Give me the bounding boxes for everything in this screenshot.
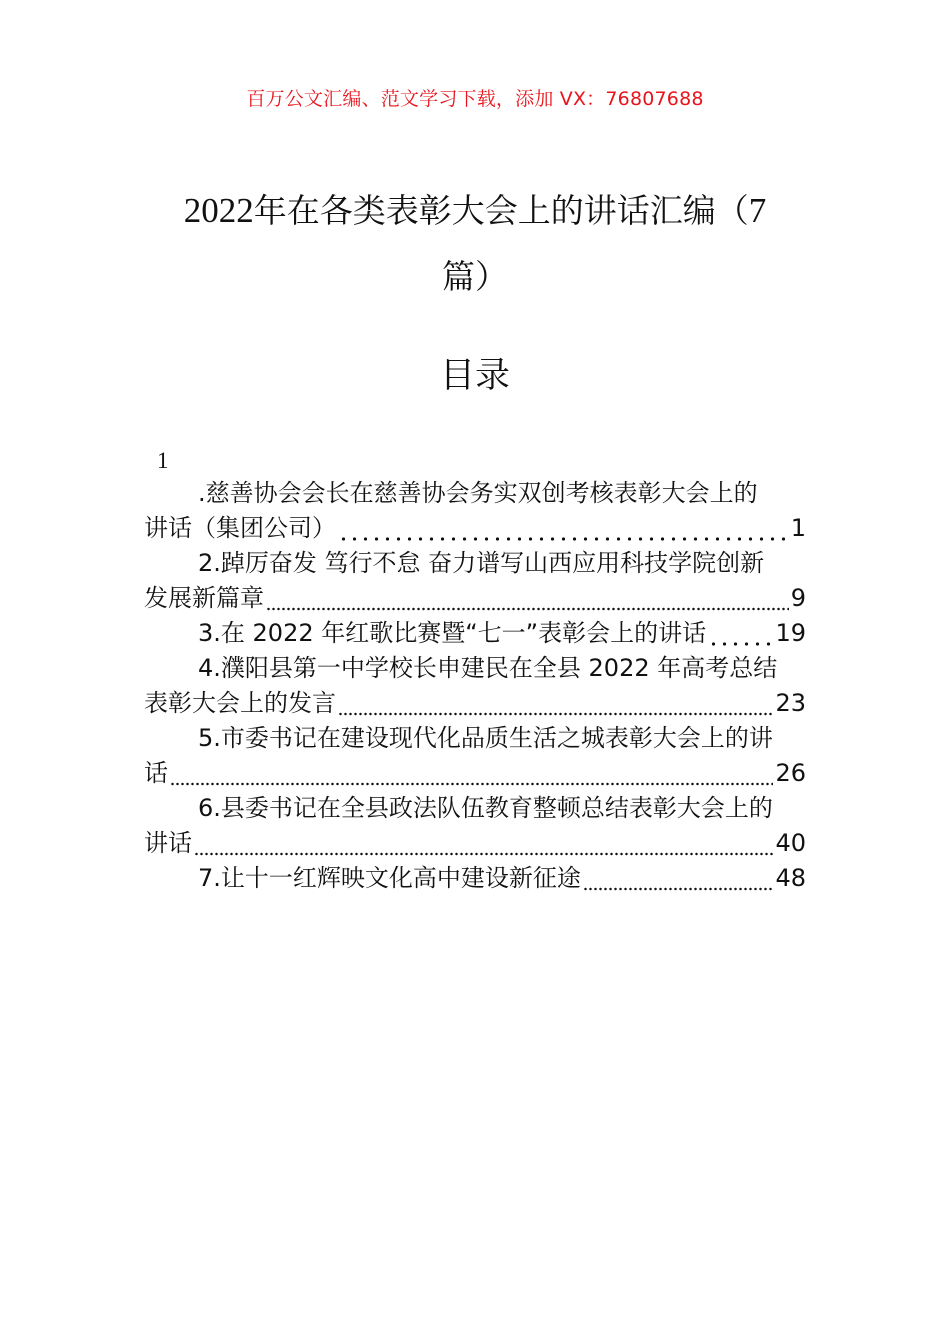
toc-entry-2-line-1[interactable] [144, 546, 806, 581]
dot-leader [708, 616, 773, 651]
toc-page-number: 9 [790, 584, 806, 612]
title-line-2: 篇） [442, 257, 508, 296]
toc-page-number: 48 [775, 864, 806, 892]
toc-entry-text: 6.县委书记在全县政法队伍教育整顿总结表彰大会上的 [198, 794, 773, 822]
toc-page-number: 26 [775, 759, 806, 787]
toc-page-number: 40 [775, 829, 806, 857]
dot-leader [266, 581, 789, 616]
toc-entry-text: 讲话 [144, 829, 192, 857]
dot-leader [170, 756, 773, 791]
dot-leader [338, 686, 773, 721]
toc-entry-text: 7.让十一红辉映文化高中建设新征途 [198, 864, 581, 892]
toc-entry-2-line-2[interactable] [144, 581, 806, 616]
dot-leader [338, 511, 789, 546]
dot-leader [583, 861, 774, 896]
toc-entry-text: 发展新篇章 [144, 584, 264, 612]
header-note: 百万公文汇编、范文学习下载，添加 VX：76807688 [246, 88, 704, 110]
toc-entry-5-line-2[interactable] [144, 756, 806, 791]
toc-entry-text: .慈善协会会长在慈善协会务实双创考核表彰大会上的 [198, 479, 758, 507]
toc-entry-6-line-2[interactable] [144, 826, 806, 861]
toc-entry-4-line-1[interactable] [144, 651, 806, 686]
toc-entry-text: 话 [144, 759, 168, 787]
toc-entry-7[interactable] [144, 861, 806, 896]
toc-entry-text: 3.在 2022 年红歌比赛暨“七一”表彰会上的讲话 [198, 619, 707, 647]
toc-entry-1-line-2[interactable] [144, 511, 806, 546]
toc-entry-1-line-1[interactable] [144, 476, 806, 511]
document-title [145, 178, 805, 310]
toc-entry-6-line-1[interactable] [144, 791, 806, 826]
toc-page-number: 23 [775, 689, 806, 717]
toc-entry-text: 2.踔厉奋发 笃行不怠 奋力谱写山西应用科技学院创新 [198, 549, 765, 577]
table-of-contents [144, 476, 806, 896]
toc-marker: 1 [157, 448, 169, 473]
toc-entry-text: 5.市委书记在建设现代化品质生活之城表彰大会上的讲 [198, 724, 773, 752]
toc-entry-3[interactable] [144, 616, 806, 651]
toc-entry-4-line-2[interactable] [144, 686, 806, 721]
toc-entry-text: 4.濮阳县第一中学校长申建民在全县 2022 年高考总结 [198, 654, 778, 682]
toc-page-number: 1 [790, 514, 806, 542]
toc-entry-text: 讲话（集团公司） [144, 514, 336, 542]
title-year: 2022 [183, 191, 254, 230]
toc-page-number: 19 [775, 619, 806, 647]
toc-entry-text: 表彰大会上的发言 [144, 689, 336, 717]
toc-entry-5-line-1[interactable] [144, 721, 806, 756]
title-line-1 [145, 178, 805, 244]
dot-leader [194, 826, 773, 861]
toc-heading: 目录 [439, 356, 510, 396]
title-count: 7 [748, 191, 767, 230]
title-text: 年在各类表彰大会上的讲话汇编（ [253, 191, 749, 230]
